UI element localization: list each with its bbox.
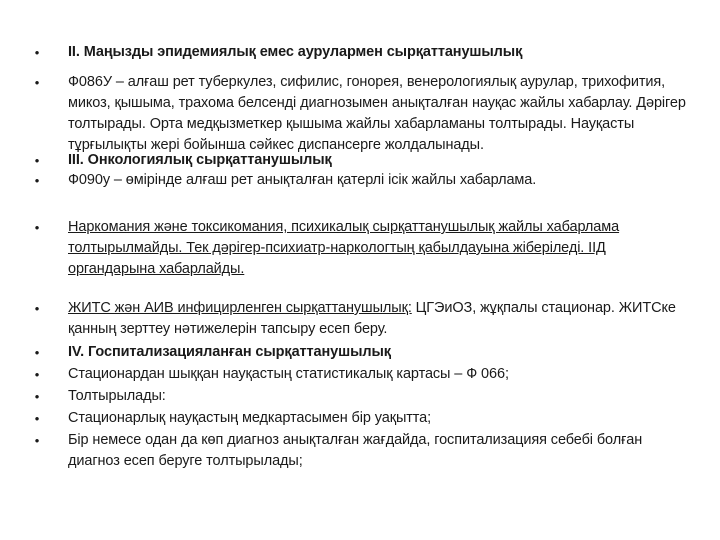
item-text: II. Маңызды эпидемиялық емес аурулармен сырқаттанушылық <box>68 44 523 60</box>
item-text: III. Онкологиялық сырқаттанушылық <box>68 152 332 168</box>
item-text: Бір немесе одан да көп диагноз анықталған жағдайда, госпитализацияя себебі болған диагноз есеп беруге толтырылады; <box>68 432 643 469</box>
bullet-icon: • <box>34 411 40 426</box>
bullet-icon: • <box>34 45 40 60</box>
bullet-icon: • <box>34 301 40 316</box>
item-text-rest: ЦГЭиОЗ, жұқпалы стационар. ЖИТСке қанның зерттеу нәтижелерін тапсыру есеп беру. <box>68 300 676 337</box>
item-text: Ф086У – алғаш рет туберкулез, сифилис, гонорея, венерологиялық аурулар, трихофития, микоз, қышыма, трахома белсенді диагнозымен анықталған науқас жайлы хабарлау. Дәрігер толтырады. Орта медқызметкер қышыма жайлы хабарламаны толтырады. Науқасты тұрғылықты жері бойынша сәйкес диспансерге жолдалынады. <box>68 74 686 153</box>
item-text-underlined: ЖИТС жән АИВ инфицирленген сырқаттанушылық: <box>68 300 412 316</box>
bullet-icon: • <box>34 367 40 382</box>
bullet-icon: • <box>34 345 40 360</box>
bullet-icon: • <box>34 389 40 404</box>
bullet-icon: • <box>34 153 40 168</box>
item-text: Ф090у – өмірінде алғаш рет анықталған қатерлі ісік жайлы хабарлама. <box>68 172 537 188</box>
bullet-icon: • <box>34 433 40 448</box>
item-text: Наркомания және токсикомания, психикалық сырқаттанушылық жайлы хабарлама толтырылмайды. Тек дәрігер-психиатр-наркологтың қабылдауына жіберіледі. ІІД органдарына хабарлайды. <box>68 219 620 277</box>
item-text: Стационарлық науқастың медкартасымен бір уақытта; <box>68 410 432 426</box>
item-text: IV. Госпитализацияланған сырқаттанушылық <box>68 344 391 360</box>
item-text: Стационардан шыққан науқастың статистикалық картасы – Ф 066; <box>68 366 509 382</box>
item-text <box>68 298 693 340</box>
bullet-icon: • <box>34 220 40 235</box>
item-text: Толтырылады: <box>68 388 166 404</box>
bullet-icon: • <box>34 173 40 188</box>
bullet-icon: • <box>34 75 40 90</box>
